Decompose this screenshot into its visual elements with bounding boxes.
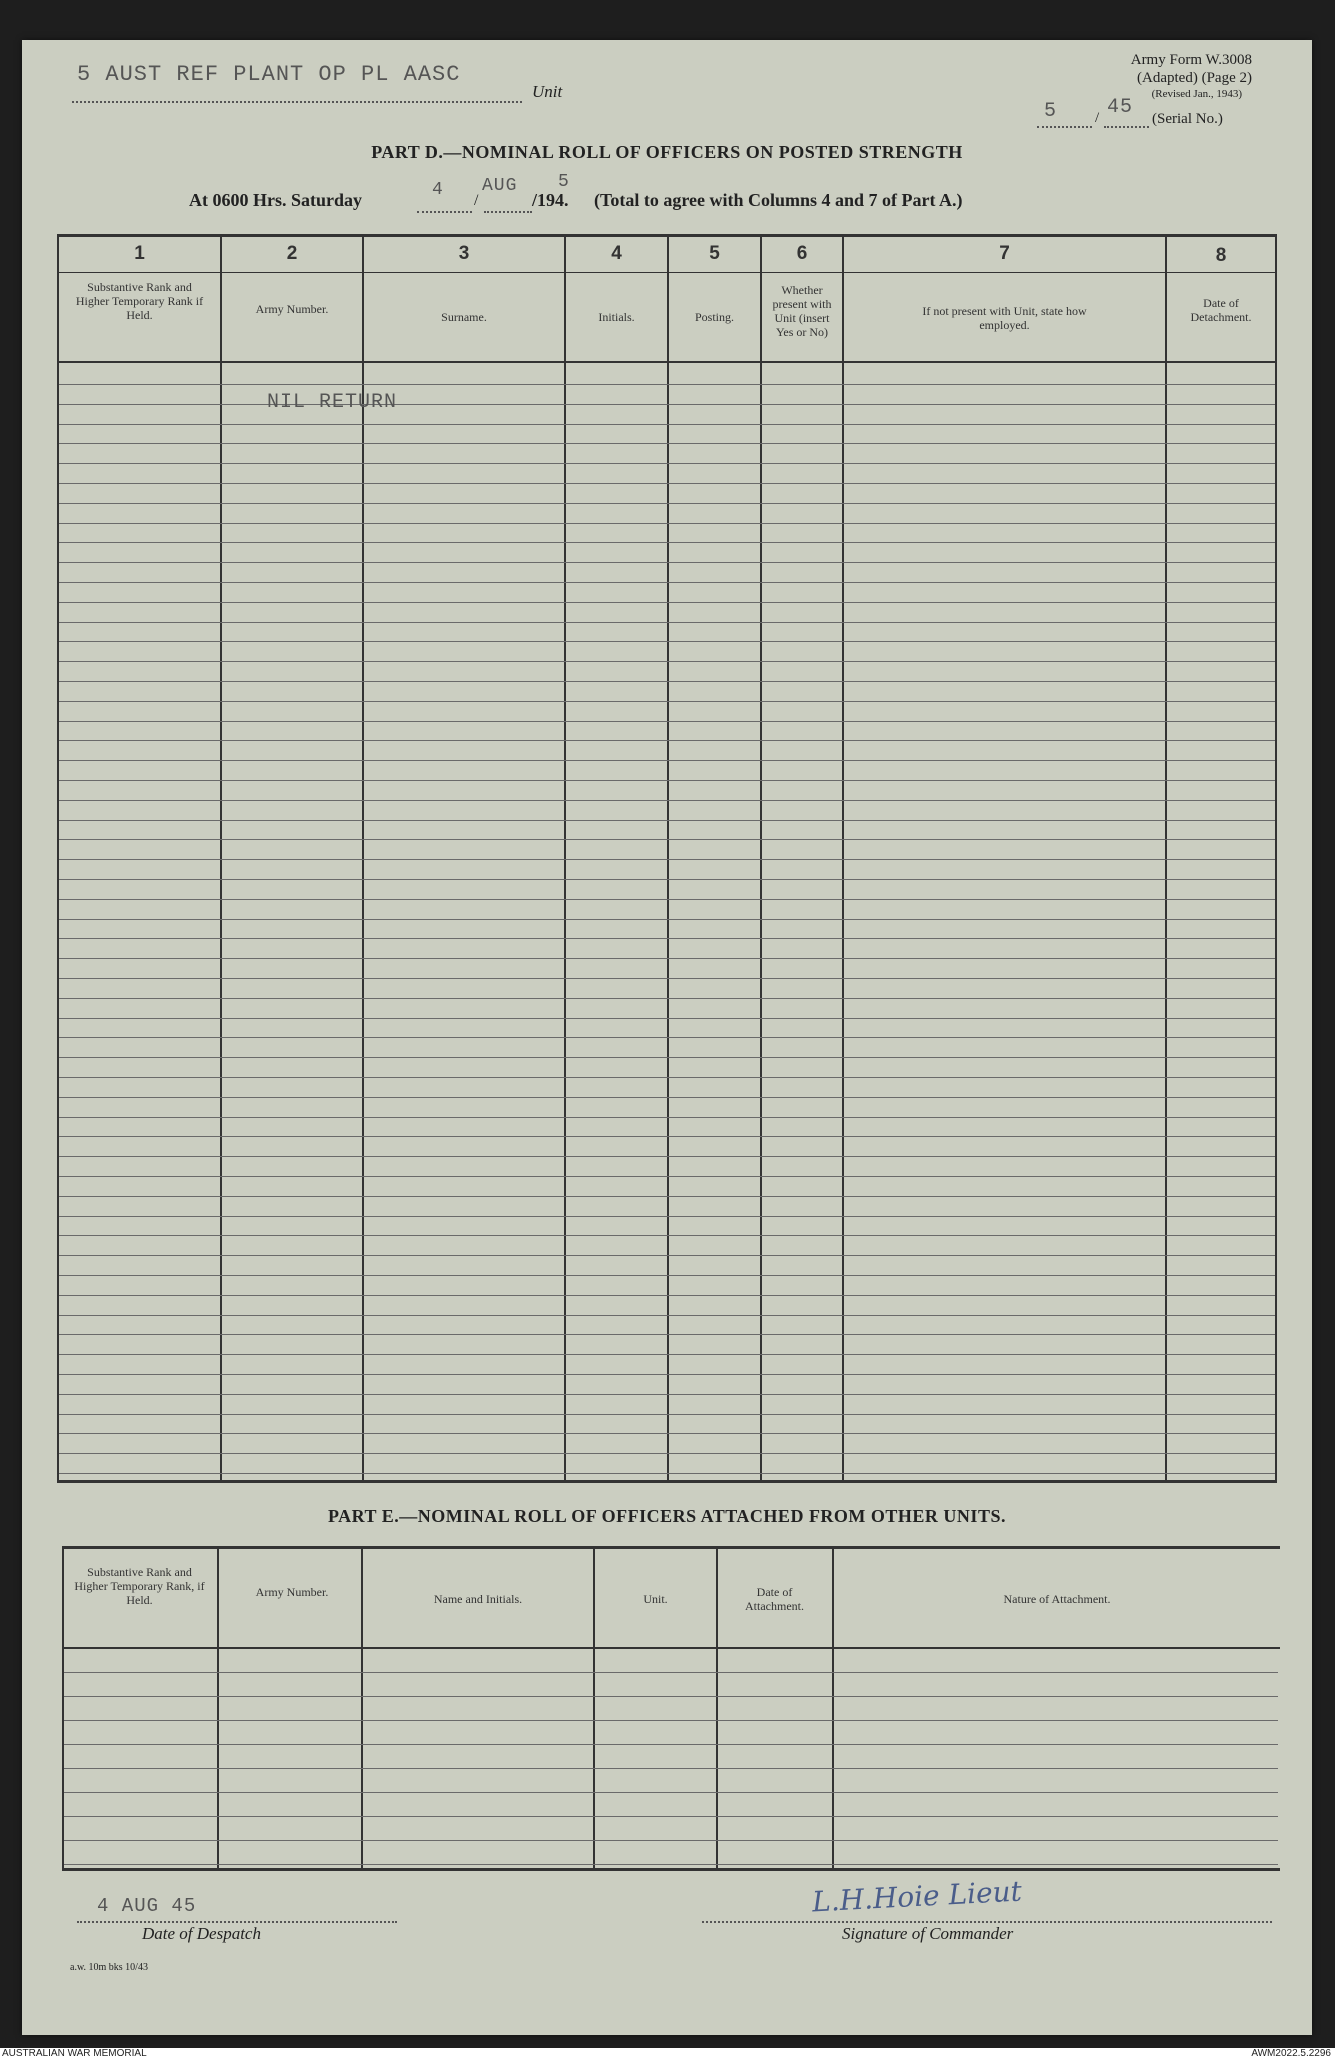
col-head-5: Posting. [694, 310, 734, 324]
serial-dots-right [1104, 125, 1149, 128]
ruled-line [64, 1720, 1278, 1721]
col-num-1: 1 [134, 243, 145, 264]
e-col-head-2: Army Number. [255, 1585, 329, 1599]
date-dots-month [484, 210, 532, 213]
ruled-line [59, 1018, 1275, 1019]
ruled-line [59, 602, 1275, 603]
footer-left: AUSTRALIAN WAR MEMORIAL [2, 2048, 147, 2059]
ruled-line [59, 1414, 1275, 1415]
ruled-line [59, 839, 1275, 840]
unit-typed: 5 AUST REF PLANT OP PL AASC [77, 62, 461, 87]
ruled-line [59, 622, 1275, 623]
ruled-line [59, 582, 1275, 583]
col-num-2: 2 [286, 243, 298, 264]
ruled-line [59, 384, 1275, 385]
ruled-line [59, 919, 1275, 920]
ruled-line [59, 740, 1275, 741]
e-col-head-4: Unit. [643, 1592, 668, 1606]
ruled-line [64, 1816, 1278, 1817]
nil-return-typed: NIL RETURN [267, 391, 398, 414]
ruled-line [59, 800, 1275, 801]
ruled-line [64, 1696, 1278, 1697]
despatch-dotted-line [77, 1920, 397, 1923]
e-col-head-1: Substantive Rank and Higher Temporary Rank, if Held. [74, 1565, 205, 1607]
col-head-4: Initials. [598, 310, 635, 324]
col-num-5: 5 [709, 243, 720, 264]
ruled-line [59, 1275, 1275, 1276]
date-sep: / [474, 192, 479, 209]
ruled-line [59, 1255, 1275, 1256]
date-year-prefix: /194. [532, 190, 569, 210]
ruled-line [59, 523, 1275, 524]
col-num-7: 7 [999, 243, 1010, 264]
signature-label: Signature of Commander [842, 1924, 1014, 1943]
col-num-6: 6 [796, 243, 808, 264]
ruled-line [59, 562, 1275, 563]
e-col-head-6: Nature of Attachment. [1003, 1592, 1111, 1606]
ruled-line [59, 701, 1275, 702]
ruled-line [59, 1156, 1275, 1157]
serial-typed-right: 45 [1107, 96, 1134, 119]
ruled-line [59, 1037, 1275, 1038]
commander-signature: L.H.Hoie Lieut [811, 1874, 1023, 1919]
e-col-head-5: Date of Attachment. [745, 1585, 804, 1613]
ruled-line [59, 998, 1275, 999]
ruled-line [59, 1473, 1275, 1474]
ruled-line [59, 1057, 1275, 1058]
ruled-line [59, 899, 1275, 900]
form-page [22, 40, 1312, 2035]
ruled-line [64, 1744, 1278, 1745]
ruled-line [59, 1097, 1275, 1098]
form-number: Army Form W.3008 [1130, 52, 1252, 68]
col-head-6: Whether present with Unit (insert Yes or No) [772, 283, 832, 339]
ruled-line [59, 1176, 1275, 1177]
ruled-line [59, 820, 1275, 821]
serial-sep: / [1095, 110, 1100, 126]
col-head-3: Surname. [441, 310, 487, 324]
ruled-line [59, 1235, 1275, 1236]
part-e-head-rule [62, 1647, 1280, 1649]
ruled-line [59, 681, 1275, 682]
part-e-left-border [62, 1546, 64, 1870]
ruled-line [59, 641, 1275, 642]
ruled-line [59, 443, 1275, 444]
date-at-label: At 0600 Hrs. Saturday [189, 190, 363, 210]
ruled-line [64, 1864, 1278, 1865]
ruled-line [59, 1077, 1275, 1078]
despatch-label: Date of Despatch [142, 1924, 261, 1943]
unit-label: Unit [532, 82, 563, 101]
date-month-typed: AUG [482, 176, 518, 196]
ruled-line [59, 1315, 1275, 1316]
unit-dotted-line [72, 100, 522, 103]
ruled-line [59, 503, 1275, 504]
date-day-typed: 4 [432, 180, 444, 200]
ruled-line [59, 1216, 1275, 1217]
ruled-line [59, 1394, 1275, 1395]
e-col-head-3: Name and Initials. [433, 1592, 523, 1606]
signature-dotted-line [702, 1920, 1272, 1923]
ruled-line [59, 1334, 1275, 1335]
form-adapted: (Adapted) (Page 2) [1137, 70, 1252, 86]
ruled-line [59, 879, 1275, 880]
ruled-line [59, 1374, 1275, 1375]
footer-right: AWM2022.5.2296 [1251, 2048, 1331, 2059]
ruled-line [59, 760, 1275, 761]
ruled-line [59, 721, 1275, 722]
date-year-typed: 5 [558, 172, 570, 192]
ruled-line [59, 1354, 1275, 1355]
ruled-line [59, 463, 1275, 464]
ruled-line [59, 1196, 1275, 1197]
serial-dots-left [1037, 125, 1092, 128]
col-head-2: Army Number. [255, 302, 329, 316]
serial-label: (Serial No.) [1152, 111, 1223, 127]
col-num-8: 8 [1215, 245, 1227, 266]
ruled-line [59, 780, 1275, 781]
ruled-line [59, 424, 1275, 425]
ruled-line [64, 1792, 1278, 1793]
ruled-line [59, 661, 1275, 662]
col-head-1: Substantive Rank and Higher Temporary Rank if Held. [75, 280, 204, 322]
ruled-line [59, 859, 1275, 860]
part-d-right-border [1275, 234, 1277, 1482]
part-e-bottom-border [62, 1868, 1280, 1871]
ruled-line [59, 978, 1275, 979]
ruled-line [59, 958, 1275, 959]
col-head-7: If not present with Unit, state how employed. [922, 304, 1087, 332]
ruled-line [59, 938, 1275, 939]
part-e-title: PART E.—NOMINAL ROLL OF OFFICERS ATTACHED FROM OTHER UNITS. [328, 1506, 1006, 1526]
e-col-divider-4 [716, 1546, 718, 1870]
date-dots-day [417, 210, 472, 213]
serial-typed-left: 5 [1044, 100, 1058, 123]
col-num-3: 3 [458, 243, 470, 264]
part-d-title: PART D.—NOMINAL ROLL OF OFFICERS ON POSTED STRENGTH [371, 142, 963, 162]
ruled-line [59, 404, 1275, 405]
ruled-line [59, 1136, 1275, 1137]
archive-footer [0, 2048, 1335, 2061]
col-head-8: Date of Detachment. [1190, 296, 1252, 324]
date-note: (Total to agree with Columns 4 and 7 of Part A.) [594, 190, 963, 210]
print-code: a.w. 10m bks 10/43 [70, 1962, 148, 1973]
ruled-line [64, 1768, 1278, 1769]
form-revised: (Revised Jan., 1943) [1151, 88, 1242, 100]
e-col-divider-1 [217, 1546, 219, 1870]
ruled-line [59, 1453, 1275, 1454]
ruled-line [59, 1117, 1275, 1118]
col-num-4: 4 [611, 243, 622, 264]
ruled-line [59, 483, 1275, 484]
ruled-line [59, 542, 1275, 543]
ruled-line [64, 1672, 1278, 1673]
ruled-line [59, 1433, 1275, 1434]
part-e-top-border [62, 1546, 1280, 1549]
ruled-line [64, 1840, 1278, 1841]
despatch-date-typed: 4 AUG 45 [97, 1895, 197, 1917]
ruled-line [59, 1295, 1275, 1296]
